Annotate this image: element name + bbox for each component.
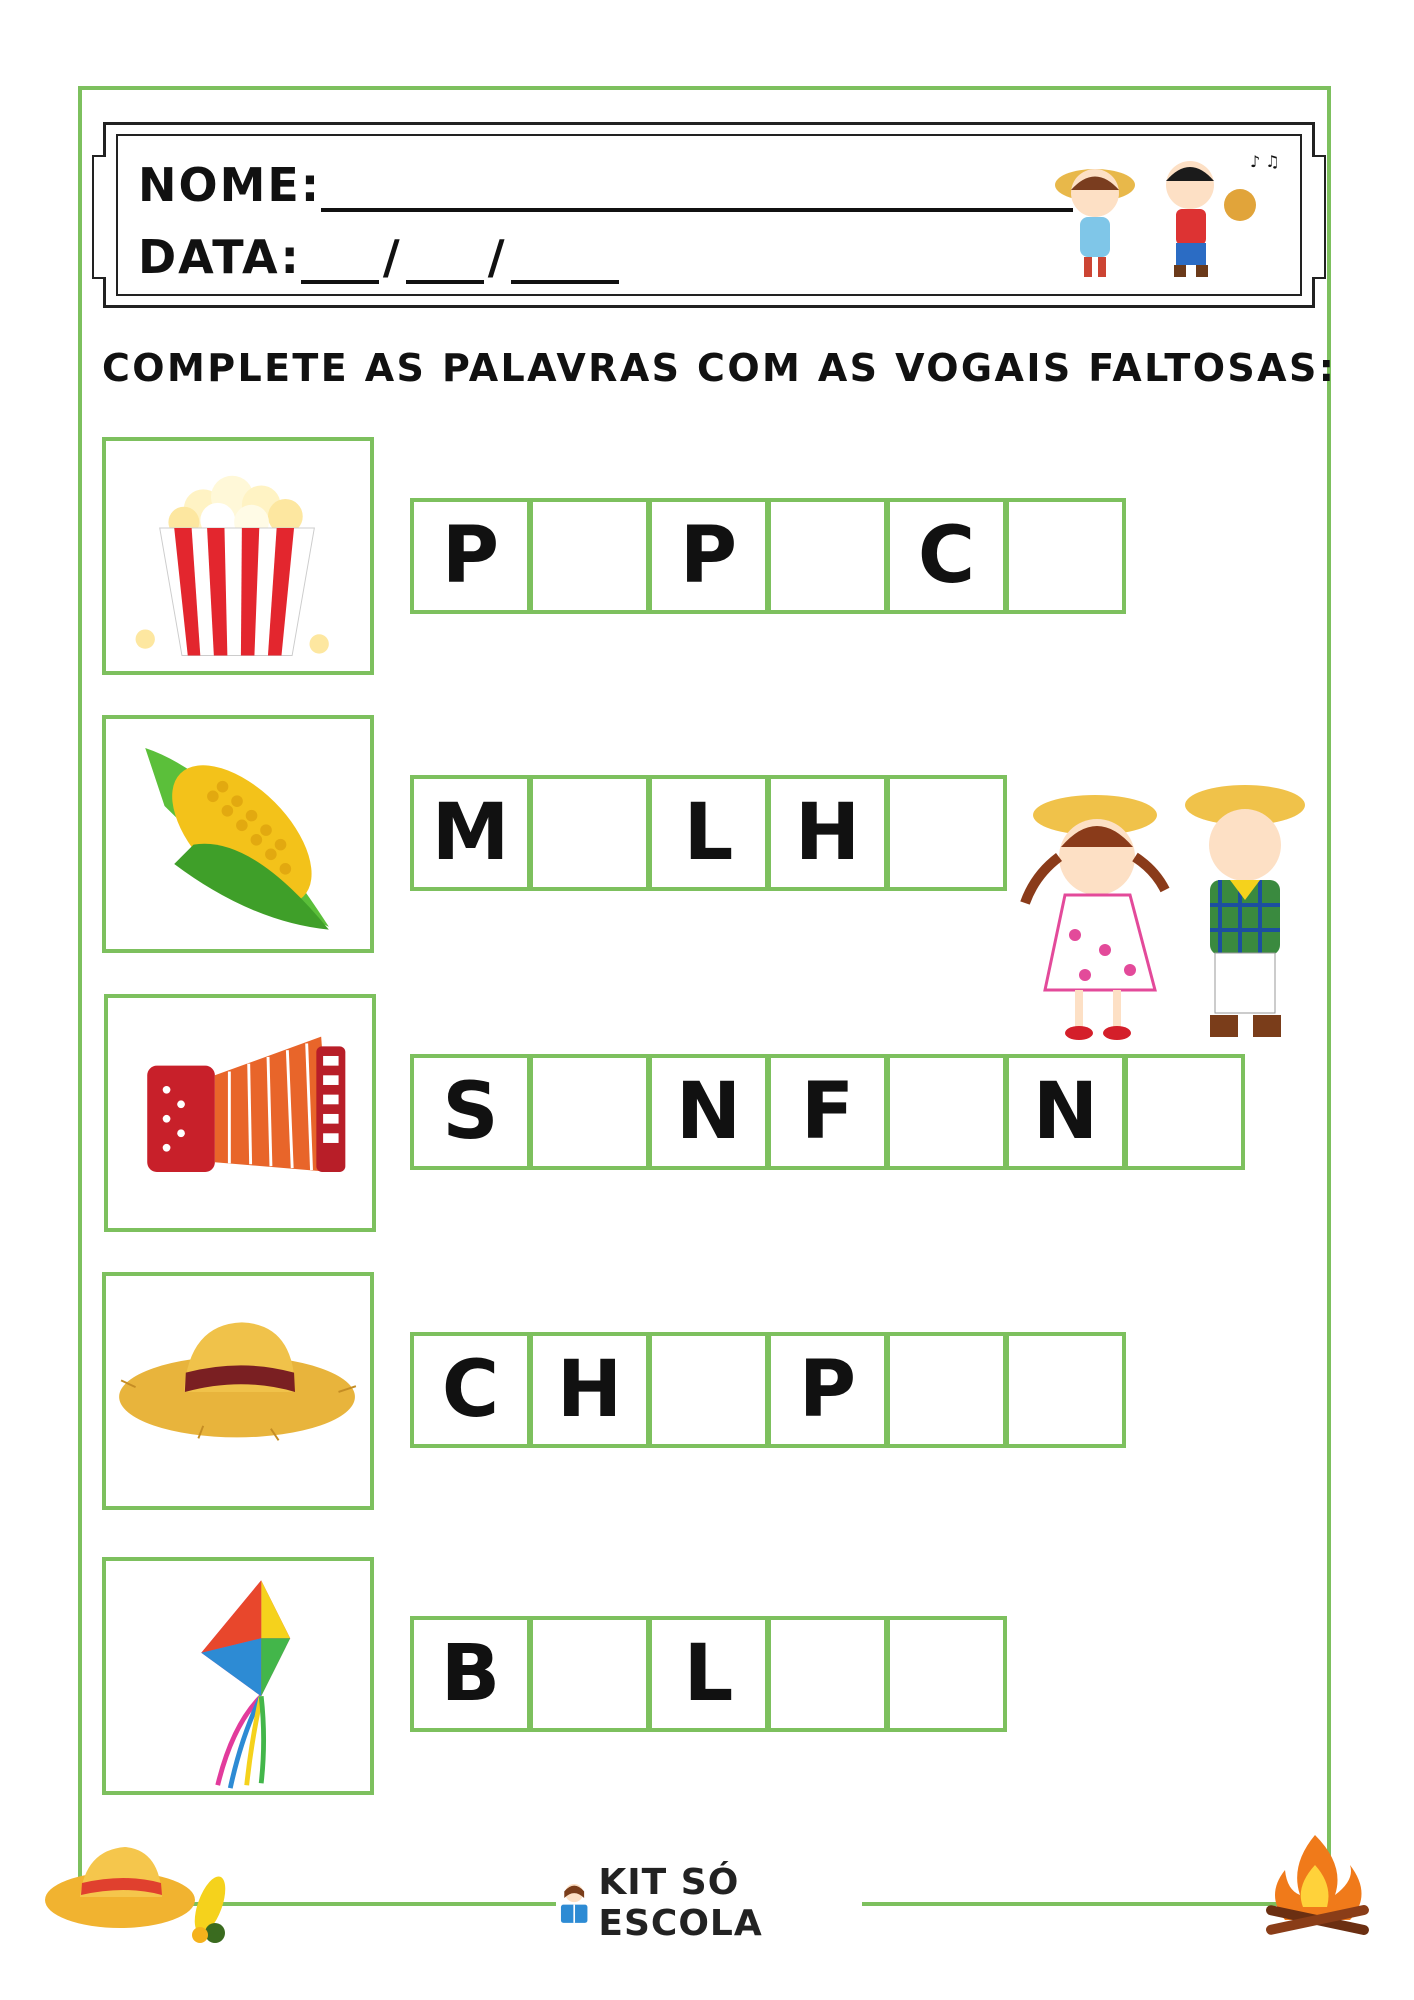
date-month-field[interactable] — [406, 240, 484, 284]
footer-hat-icon — [40, 1835, 240, 1945]
blank-letter-box[interactable] — [529, 775, 650, 891]
blank-letter-box[interactable] — [886, 1332, 1007, 1448]
letter-box: N — [1005, 1054, 1126, 1170]
name-field[interactable] — [321, 168, 1073, 212]
popcorn-icon — [106, 441, 370, 671]
date-row — [138, 230, 619, 284]
name-label: NOME: — [138, 158, 322, 212]
blank-letter-box[interactable] — [1124, 1054, 1245, 1170]
word-row-corn — [410, 775, 1007, 891]
footer-brand-text: KIT SÓ ESCOLA — [598, 1862, 763, 1944]
letter-box: C — [410, 1332, 531, 1448]
letter-box: C — [886, 498, 1007, 614]
letter-box: M — [410, 775, 531, 891]
letter-box: H — [529, 1332, 650, 1448]
letter-box: B — [410, 1616, 531, 1732]
festa-junina-couple-icon — [1005, 775, 1325, 1060]
letter-box: S — [410, 1054, 531, 1170]
exercise-picture-4 — [102, 1272, 374, 1510]
letter-box: L — [648, 775, 769, 891]
blank-letter-box[interactable] — [886, 1616, 1007, 1732]
date-label: DATA: — [138, 230, 301, 284]
date-separator: / — [382, 230, 402, 284]
blank-letter-box[interactable] — [1005, 1332, 1126, 1448]
accordion-icon — [108, 998, 372, 1228]
word-row-hat — [410, 1332, 1126, 1448]
letter-box: P — [648, 498, 769, 614]
blank-letter-box[interactable] — [767, 1616, 888, 1732]
bonfire-icon — [1255, 1825, 1380, 1935]
letter-box: P — [767, 1332, 888, 1448]
date-separator: / — [487, 230, 507, 284]
blank-letter-box[interactable] — [529, 1616, 650, 1732]
exercise-picture-1 — [102, 437, 374, 675]
date-day-field[interactable] — [301, 240, 379, 284]
svg-text:♪ ♫: ♪ ♫ — [1250, 152, 1280, 171]
letter-box: F — [767, 1054, 888, 1170]
student-reading-icon — [556, 1877, 592, 1929]
footer-brand-logo — [556, 1862, 862, 1944]
header-notch-left — [92, 155, 106, 279]
corn-icon — [106, 719, 370, 949]
header-notch-right — [1312, 155, 1326, 279]
blank-letter-box[interactable] — [529, 498, 650, 614]
letter-box: H — [767, 775, 888, 891]
word-row-popcorn — [410, 498, 1126, 614]
blank-letter-box[interactable] — [1005, 498, 1126, 614]
word-row-kite — [410, 1616, 1007, 1732]
straw-hat-icon — [106, 1276, 370, 1506]
exercise-picture-3 — [104, 994, 376, 1232]
letter-box: N — [648, 1054, 769, 1170]
blank-letter-box[interactable] — [886, 1054, 1007, 1170]
letter-box: P — [410, 498, 531, 614]
dancing-kids-icon — [1050, 145, 1290, 285]
blank-letter-box[interactable] — [886, 775, 1007, 891]
date-year-field[interactable] — [511, 240, 619, 284]
exercise-picture-5 — [102, 1557, 374, 1795]
blank-letter-box[interactable] — [767, 498, 888, 614]
blank-letter-box[interactable] — [529, 1054, 650, 1170]
instruction-text: COMPLETE AS PALAVRAS COM AS VOGAIS FALTOSAS: — [102, 346, 1337, 390]
kite-icon — [106, 1561, 370, 1791]
exercise-picture-2 — [102, 715, 374, 953]
blank-letter-box[interactable] — [648, 1332, 769, 1448]
name-row — [138, 158, 1073, 212]
letter-box: L — [648, 1616, 769, 1732]
word-row-accordion — [410, 1054, 1245, 1170]
